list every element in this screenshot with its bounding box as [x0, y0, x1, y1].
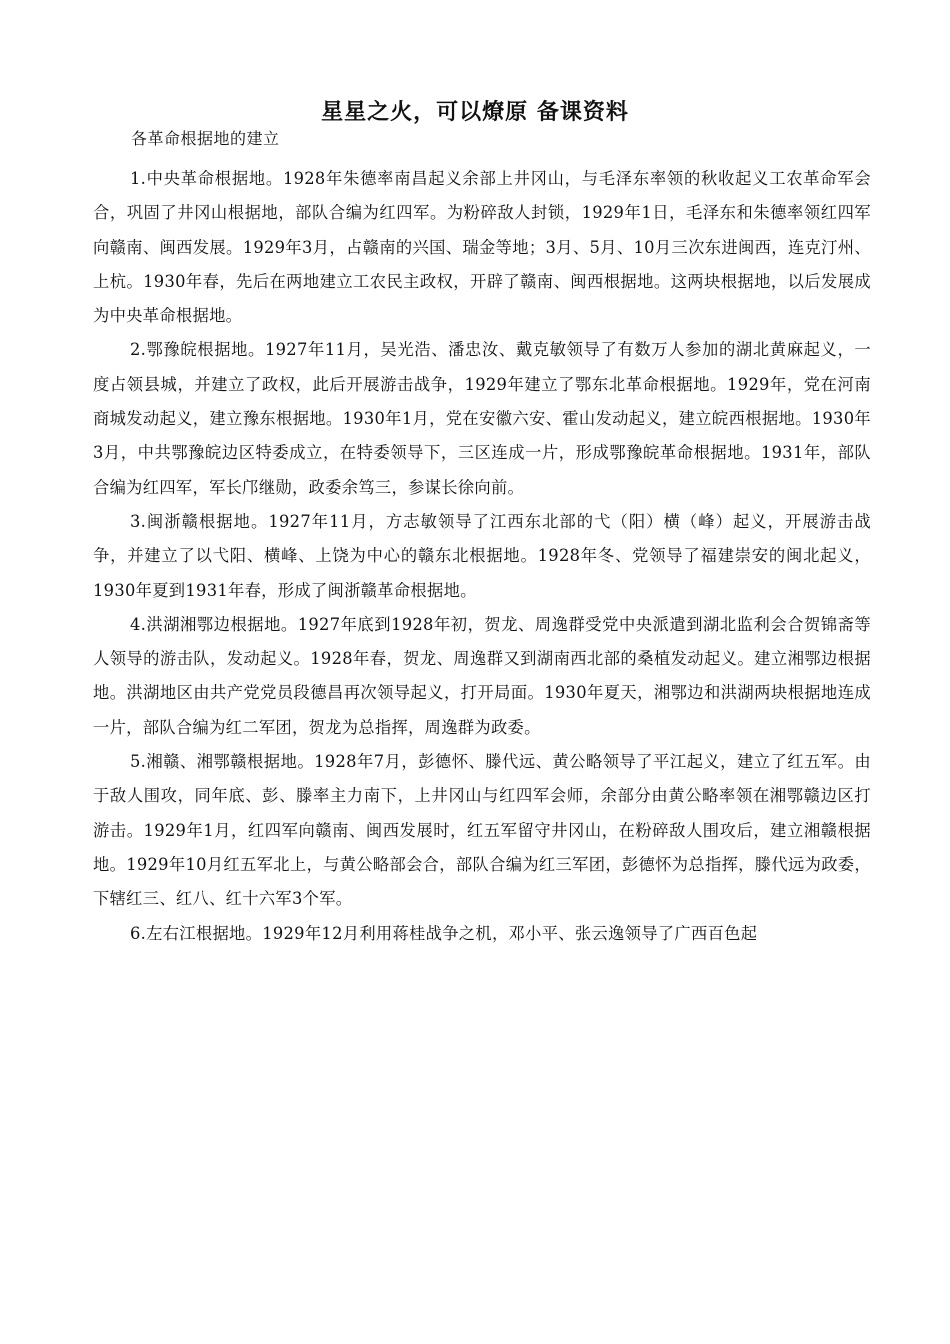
paragraph-eyuwan-base: 2.鄂豫皖根据地。1927年11月，吴光浩、潘忠汝、戴克敏领导了有数万人参加的湖北黄麻起义，一度占领县城，并建立了政权，此后开展游击战争，1929年建立了鄂东北革命根据地。1929年，党在河南商城发动起义，建立豫东根据地。1930年1月，党在安徽六安、霍山发动起义，建立皖西根据地。1930年3月，中共鄂豫皖边区特委成立，在特委领导下，三区连成一片，形成鄂豫皖革命根据地。1931年，部队合编为红四军，军长邝继勋，政委余笃三，参谋长徐向前。 [93, 340, 871, 497]
document-title: 星星之火，可以燎原 备课资料 [321, 100, 629, 125]
paragraph-xianggan-base: 5.湘赣、湘鄂赣根据地。1928年7月，彭德怀、滕代远、黄公略领导了平江起义，建立了红五军。由于敌人围攻，同年底、彭、滕率主力南下，上井冈山与红四军会师，余部分由黄公略率领在湘鄂赣边区打游击。1929年1月，红四军向赣南、闽西发展时，红五军留守井冈山，在粉碎敌人围攻后，建立湘赣根据地。1929年10月红五军北上，与黄公略部会合，部队合编为红三军团，彭德怀为总指挥，滕代远为政委，下辖红三、红八、红十六军3个军。 [93, 752, 871, 909]
paragraph-honghu-base: 4.洪湖湘鄂边根据地。1927年底到1928年初，贺龙、周逸群受党中央派遣到湖北监利会合贺锦斋等人领导的游击队，发动起义。1928年春，贺龙、周逸群又到湖南西北部的桑植发动起义。建立湘鄂边根据地。洪湖地区由共产党党员段德昌再次领导起义，打开局面。1930年夏天，湘鄂边和洪湖两块根据地连成一片，部队合编为红二军团，贺龙为总指挥，周逸群为政委。 [93, 614, 871, 737]
section-heading: 各革命根据地的建立 [131, 129, 280, 148]
paragraph-minzhegan-base: 3.闽浙赣根据地。1927年11月，方志敏领导了江西东北部的弋（阳）横（峰）起义，开展游击战争，并建立了以弋阳、横峰、上饶为中心的赣东北根据地。1928年冬、党领导了福建崇安的闽北起义，1930年夏到1931年春，形成了闽浙赣革命根据地。 [93, 511, 871, 600]
paragraph-zuoyoujiang-base: 6.左右江根据地。1929年12月利用蒋桂战争之机，邓小平、张云逸领导了广西百色起 [130, 923, 758, 943]
paragraph-central-base: 1.中央革命根据地。1928年朱德率南昌起义余部上井冈山，与毛泽东率领的秋收起义工农革命军会合，巩固了井冈山根据地，部队合编为红四军。为粉碎敌人封锁，1929年1日，毛泽东和朱德率领红四军向赣南、闽西发展。1929年3月，占赣南的兴国、瑞金等地；3月、5月、10月三次东进闽西，连克汀州、上杭。1930年春，先后在两地建立工农民主政权，开辟了赣南、闽西根据地。这两块根据地，以后发展成为中央革命根据地。 [93, 169, 871, 326]
document-body [93, 162, 871, 951]
